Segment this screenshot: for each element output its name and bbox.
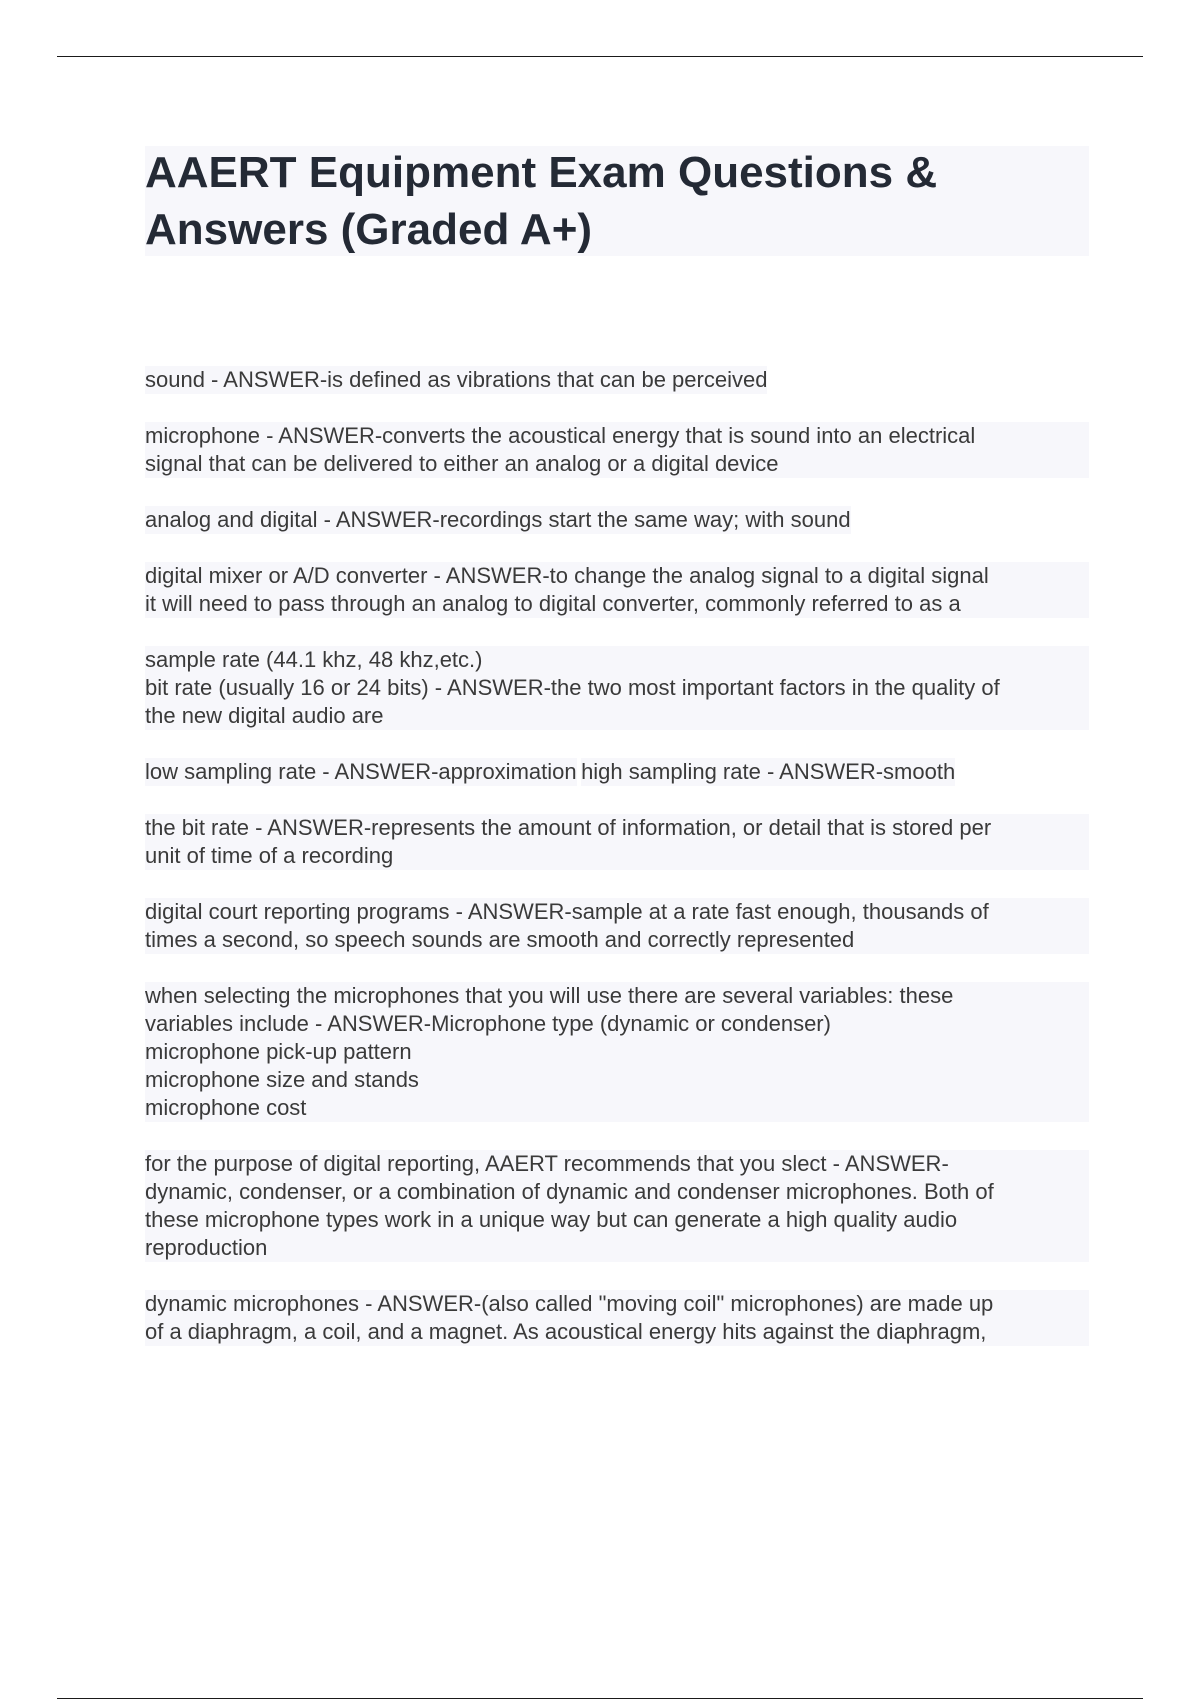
qa-item-dynamic-mics: dynamic microphones - ANSWER-(also called "moving coil" microphones) are made up of a diaphragm, a coil, and a magnet. As acoustical energy hits against the diaphragm,	[145, 1290, 1089, 1346]
qa-item-analog-digital: analog and digital - ANSWER-recordings start the same way; with sound	[145, 507, 851, 532]
qa-item-high-sampling: high sampling rate - ANSWER-smooth	[581, 759, 956, 784]
qa-item-aaert-recommends: for the purpose of digital reporting, AAERT recommends that you slect - ANSWER- dynamic, condenser, or a combination of dynamic and condenser microphones. Both of these microphone types work in a unique way but can generate a high quality audio reproduction	[145, 1150, 1089, 1262]
qa-item-sound: sound - ANSWER-is defined as vibrations that can be perceived	[145, 367, 768, 392]
qa-item-bit-rate: the bit rate - ANSWER-represents the amount of information, or detail that is stored per unit of time of a recording	[145, 814, 1089, 870]
qa-item-microphone: microphone - ANSWER-converts the acoustical energy that is sound into an electrical signal that can be delivered to either an analog or a digital device	[145, 422, 1089, 478]
qa-list	[145, 366, 1089, 1374]
qa-item-low-sampling: low sampling rate - ANSWER-approximation	[145, 759, 577, 784]
qa-item-sample-bit-rate: sample rate (44.1 khz, 48 khz,etc.) bit rate (usually 16 or 24 bits) - ANSWER-the two most important factors in the quality of the new digital audio are	[145, 646, 1089, 730]
document-title: AAERT Equipment Exam Questions & Answers (Graded A+)	[145, 148, 938, 254]
qa-item-ad-converter: digital mixer or A/D converter - ANSWER-to change the analog signal to a digital signal it will need to pass through an analog to digital converter, commonly referred to as a	[145, 562, 1089, 618]
qa-item-court-reporting: digital court reporting programs - ANSWER-sample at a rate fast enough, thousands of times a second, so speech sounds are smooth and correctly represented	[145, 898, 1089, 954]
top-rule	[57, 56, 1143, 57]
bottom-rule	[57, 1698, 1143, 1699]
qa-item-mic-variables: when selecting the microphones that you will use there are several variables: these variables include - ANSWER-Microphone type (dynamic or condenser) microphone pick-up pattern microphone size and stands microphone cost	[145, 982, 1089, 1122]
